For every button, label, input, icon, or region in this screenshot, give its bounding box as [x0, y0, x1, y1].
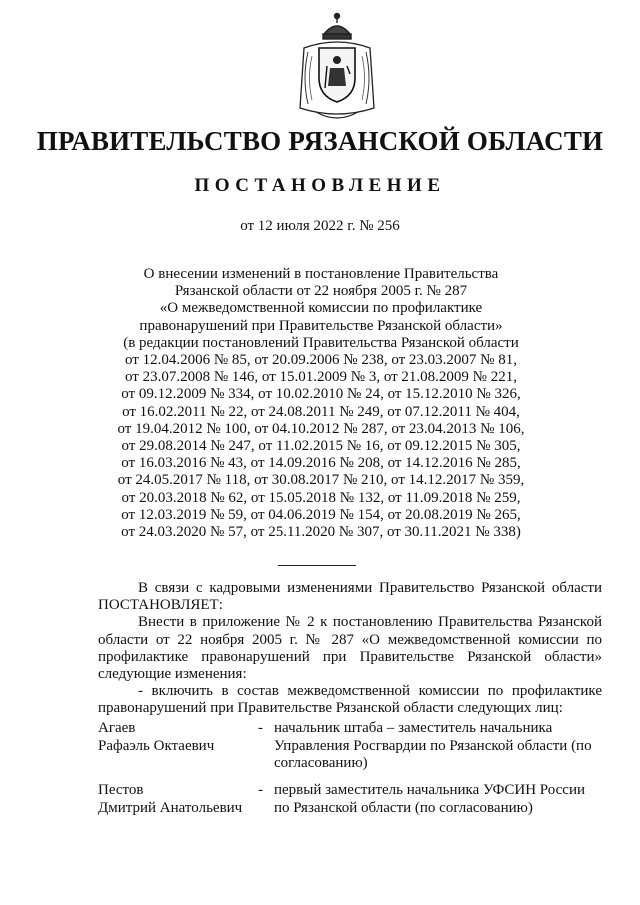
member-role: первый заместитель начальника УФСИН России по Рязанской области (по согласованию) [274, 782, 586, 816]
subject-line: от 19.04.2012 № 100, от 04.10.2012 № 287, от 23.04.2013 № 106, [117, 420, 525, 437]
subject-line: Рязанской области от 22 ноября 2005 г. № 287 [174, 283, 468, 300]
subject-line: от 23.07.2008 № 146, от 15.01.2009 № 3, от 21.08.2009 № 221, [124, 369, 517, 386]
separator-line [278, 565, 356, 566]
subject-line: от 12.04.2006 № 85, от 20.09.2006 № 238, от 23.03.2007 № 81, [124, 352, 517, 369]
member-surname: Агаев [98, 720, 136, 736]
member-dash: - [258, 720, 263, 736]
subject-line: от 24.05.2017 № 118, от 30.08.2017 № 210, от 14.12.2017 № 359, [117, 472, 525, 489]
coat-of-arms-emblem [294, 8, 380, 126]
member-role: начальник штаба – заместитель начальника Управления Росгвардии по Рязанской области (по согласованию) [274, 720, 592, 771]
member-name [98, 720, 258, 755]
subject-line: правонарушений при Правительстве Рязанской области» [139, 317, 503, 334]
member-name [98, 782, 258, 817]
subject-line: от 29.08.2014 № 247, от 11.02.2015 № 16, от 09.12.2015 № 305, [121, 438, 521, 455]
subject-line: от 12.03.2019 № 59, от 04.06.2019 № 154, от 20.08.2019 № 265, [121, 506, 521, 523]
item-paragraph: Внести в приложение № 2 к постановлению Правительства Рязанской области от 22 ноября 2005 г. № 287 «О межведомственной комиссии по профилактике правонарушений при Правительстве Рязанской области» следующие изменения: [98, 614, 602, 683]
preamble-paragraph: В связи с кадровыми изменениями Правительство Рязанской области ПОСТАНОВЛЯЕТ: [98, 580, 602, 614]
subject-line: от 16.02.2011 № 22, от 24.08.2011 № 249, от 07.12.2011 № 404, [122, 403, 520, 420]
document-date-number: от 12 июля 2022 г. № 256 [240, 218, 400, 234]
document-subject [96, 266, 546, 541]
document-body [98, 580, 602, 718]
government-title: ПРАВИТЕЛЬСТВО РЯЗАНСКОЙ ОБЛАСТИ [36, 126, 604, 156]
subject-line: от 16.03.2016 № 43, от 14.09.2016 № 208, от 14.12.2016 № 285, [121, 455, 521, 472]
member-given-names: Рафаэль Октаевич [98, 737, 215, 754]
item-subparagraph: - включить в состав межведомственной комиссии по профилактике правонарушений при Правительстве Рязанской области следующих лиц: [98, 683, 602, 717]
subject-line: О внесении изменений в постановление Правительства [143, 266, 499, 282]
member-given-names: Дмитрий Анатольевич [98, 799, 243, 816]
subject-line: от 09.12.2009 № 334, от 10.02.2010 № 24, от 15.12.2010 № 326, [121, 386, 521, 403]
subject-line: «О межведомственной комиссии по профилактике [159, 300, 483, 317]
subject-line: (в редакции постановлений Правительства Рязанской области [123, 334, 519, 351]
subject-line: от 24.03.2020 № 57, от 25.11.2020 № 307, от 30.11.2021 № 338) [121, 524, 521, 541]
subject-line: от 20.03.2018 № 62, от 15.05.2018 № 132, от 11.09.2018 № 259, [121, 489, 521, 506]
member-dash: - [258, 782, 263, 798]
member-surname: Пестов [98, 782, 144, 798]
document-type: ПОСТАНОВЛЕНИЕ [194, 175, 446, 196]
